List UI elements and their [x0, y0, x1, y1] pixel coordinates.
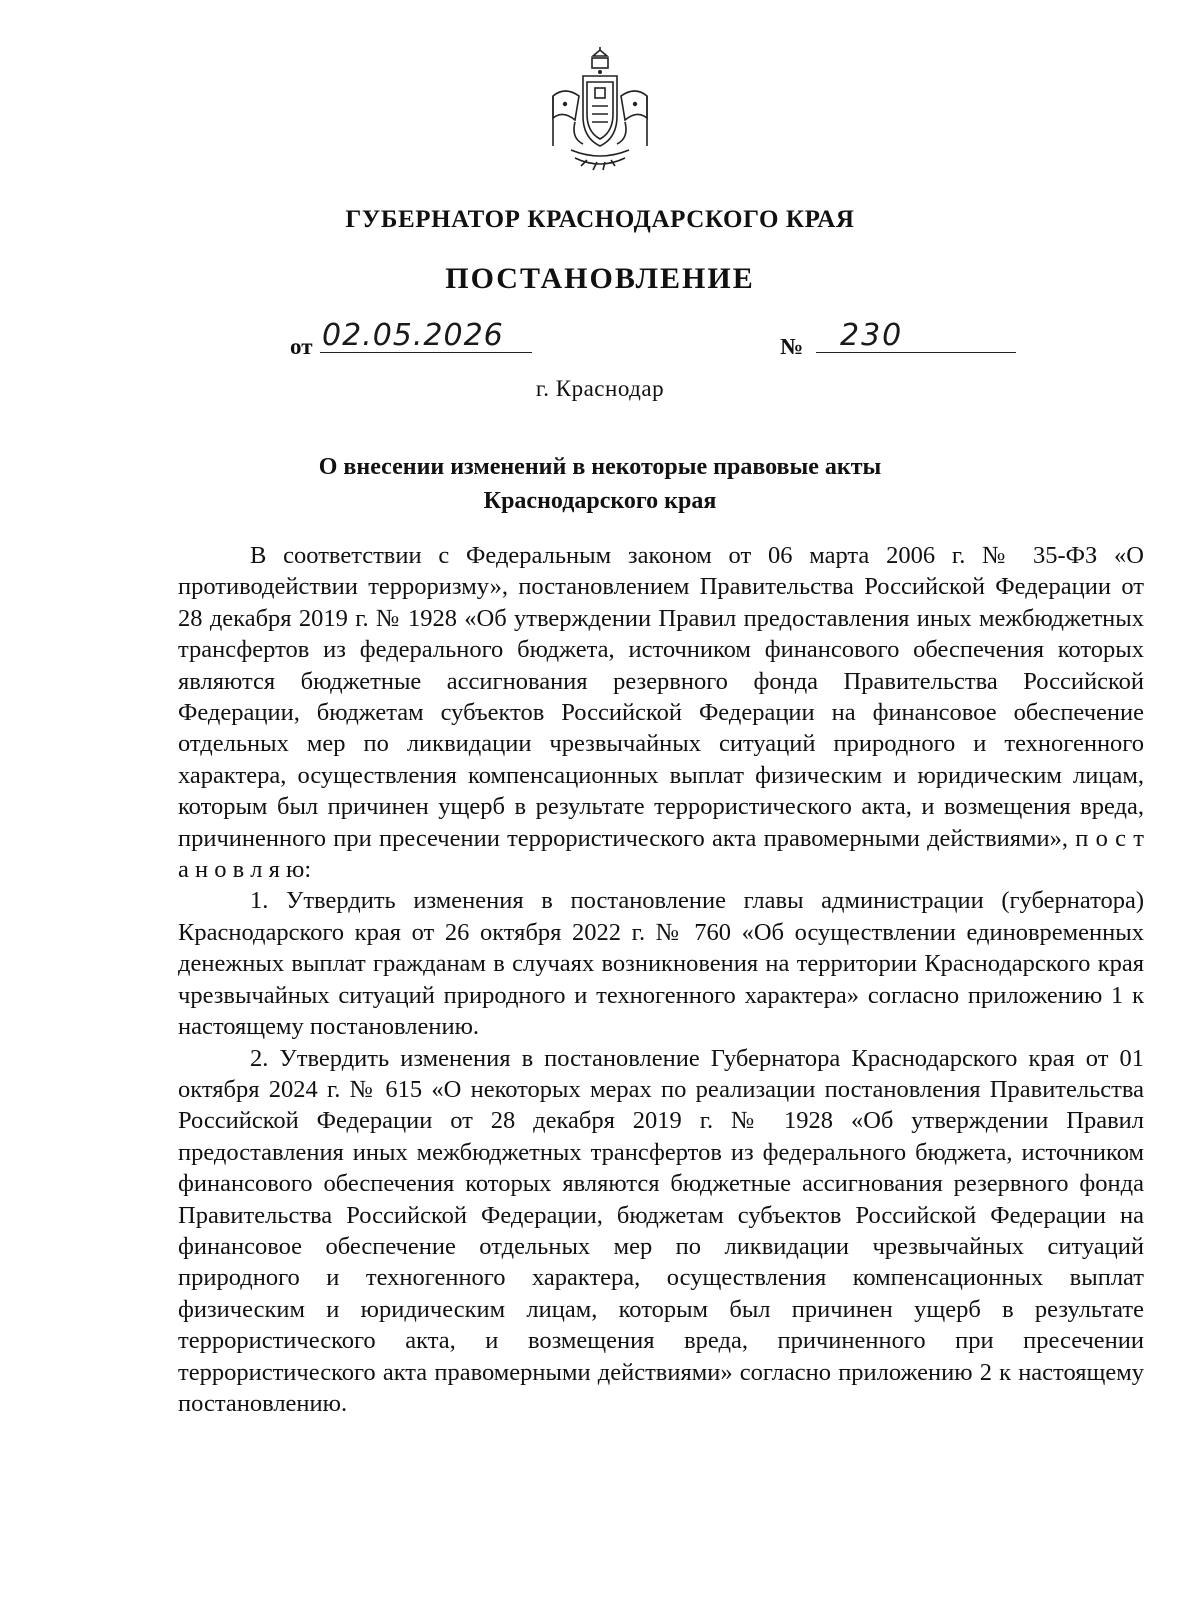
document-title-line-2: Краснодарского края [483, 488, 717, 514]
document-type-heading: ПОСТАНОВЛЕНИЕ [445, 262, 755, 295]
date-label: от [290, 334, 313, 359]
preamble-paragraph [178, 540, 1144, 885]
coat-of-arms-icon [545, 46, 655, 176]
document-body [178, 540, 1144, 1419]
item-1-paragraph: 1. Утвердить изменения в постановление главы администрации (губернатора) Краснодарского края от 26 октября 2022 г. № 760 «Об осуществлении единовременных денежных выплат гражданам в случаях возникновения на территории Краснодарского края чрезвычайных ситуаций природного и техногенного характера» согласно приложению 1 к настоящему постановлению. [178, 887, 1144, 1041]
resolve-word: п о с т а н о в л я ю: [178, 824, 1144, 884]
document-title-line-1: О внесении изменений в некоторые правовые акты [318, 454, 882, 480]
document-title [0, 450, 1200, 518]
city-line: г. Краснодар [535, 376, 665, 401]
authority-heading: ГУБЕРНАТОР КРАСНОДАРСКОГО КРАЯ [345, 206, 855, 233]
preamble-text: В соответствии с Федеральным законом от 06 марта 2006 г. № 35-ФЗ «О противодействии терроризму», постановлением Правительства Российской Федерации от 28 декабря 2019 г. № 1928 «Об утверждении Правил предоставления иных межбюджетных трансфертов из федерального бюджета, источником финансового обеспечения которых являются бюджетные ассигнования резервного фонда Правительства Российской Федерации, бюджетам субъектов Российской Федерации на финансовое обеспечение отдельных мер по ликвидации чрезвычайных ситуаций природного и техногенного характера, осуществления компенсационных выплат физическим и юридическим лицам, которым был причинен ущерб в результате террористического акта, и возмещения вреда, причиненного при пресечении террористического акта правомерными действиями», [178, 542, 1144, 852]
number-label: № [780, 334, 804, 359]
document-date: 02.05.2026 [322, 318, 504, 353]
item-2-paragraph: 2. Утвердить изменения в постановление Губернатора Краснодарского края от 01 октября 2024 г. № 615 «О некоторых мерах по реализации постановления Правительства Российской Федерации от 28 декабря 2019 г. № 1928 «Об утверждении Правил предоставления иных межбюджетных трансфертов из федерального бюджета, источником финансового обеспечения которых являются бюджетные ассигнования резервного фонда Правительства Российской Федерации, бюджетам субъектов Российской Федерации на финансовое обеспечение отдельных мер по ликвидации чрезвычайных ситуаций природного и техногенного характера, осуществления компенсационных выплат физическим и юридическим лицам, которым был причинен ущерб в результате террористического акта, и возмещения вреда, причиненного при пресечении террористического акта правомерными действиями» согласно приложению 2 к настоящему постановлению. [178, 1044, 1144, 1417]
document-number: 230 [840, 318, 904, 353]
